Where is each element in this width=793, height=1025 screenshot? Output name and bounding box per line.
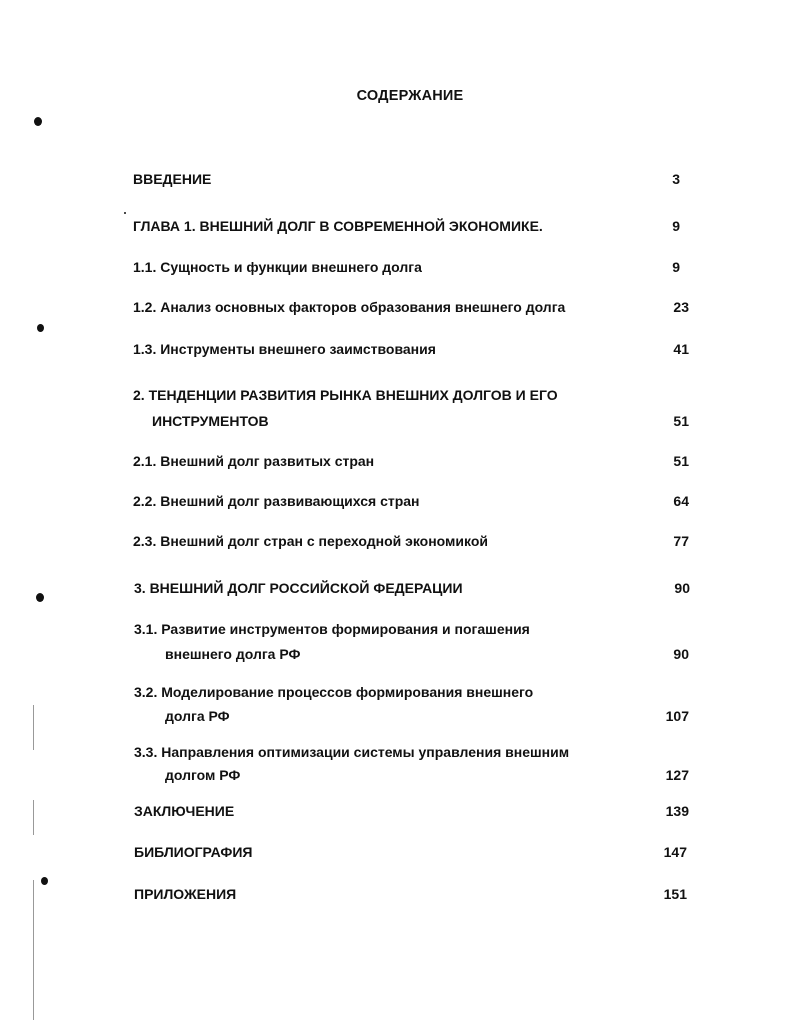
scan-line	[33, 800, 34, 835]
toc-entry-text: 1.3. Инструменты внешнего заимствования	[133, 341, 436, 357]
toc-entry-page: 41	[673, 341, 689, 357]
toc-entry-page: 51	[673, 413, 689, 429]
scan-mark	[41, 877, 48, 885]
toc-entry-page: 9	[672, 259, 680, 275]
toc-entry-page: 3	[672, 171, 680, 187]
toc-entry-text: 2.3. Внешний долг стран с переходной экономикой	[133, 533, 488, 549]
toc-entry-page: 90	[673, 646, 689, 662]
toc-entry-text: ГЛАВА 1. ВНЕШНИЙ ДОЛГ В СОВРЕМЕННОЙ ЭКОНОМИКЕ.	[133, 218, 543, 234]
toc-entry-text: ПРИЛОЖЕНИЯ	[134, 886, 237, 902]
toc-entry-page: 77	[673, 533, 689, 549]
page-title: СОДЕРЖАНИЕ	[356, 88, 464, 104]
toc-entry-text: ВВЕДЕНИЕ	[133, 171, 212, 187]
toc-entry-text: 1.1. Сущность и функции внешнего долга	[133, 259, 422, 275]
toc-entry-text: 3.1. Развитие инструментов формирования и погашения	[134, 621, 530, 637]
scan-mark	[34, 117, 42, 126]
toc-entry-page: 51	[673, 453, 689, 469]
toc-entry-text: ЗАКЛЮЧЕНИЕ	[134, 803, 235, 819]
toc-entry-page: 151	[663, 886, 687, 902]
toc-entry-text: 2.2. Внешний долг развивающихся стран	[133, 493, 420, 509]
toc-entry-page: 90	[674, 580, 690, 596]
toc-entry-text: БИБЛИОГРАФИЯ	[134, 844, 253, 860]
toc-entry-text: 3. ВНЕШНИЙ ДОЛГ РОССИЙСКОЙ ФЕДЕРАЦИИ	[134, 580, 463, 596]
scan-line	[33, 705, 34, 750]
toc-entry-page: 147	[663, 844, 687, 860]
toc-entry-text: 2. ТЕНДЕНЦИИ РАЗВИТИЯ РЫНКА ВНЕШНИХ ДОЛГОВ И ЕГО	[133, 387, 558, 403]
toc-entry-page: 23	[673, 299, 689, 315]
toc-entry-text-continued: внешнего долга РФ	[165, 646, 301, 662]
toc-entry-text-continued: долгом РФ	[165, 767, 241, 783]
toc-entry-page: 64	[673, 493, 689, 509]
scan-mark	[36, 593, 44, 602]
scan-line	[33, 880, 34, 1020]
toc-entry-page: 139	[665, 803, 689, 819]
toc-entry-page: 107	[665, 708, 689, 724]
toc-entry-page: 127	[665, 767, 689, 783]
toc-entry-text-continued: ИНСТРУМЕНТОВ	[152, 413, 269, 429]
toc-entry-text: 3.3. Направления оптимизации системы управления внешним	[134, 744, 570, 760]
scan-mark	[37, 324, 44, 332]
scan-mark	[124, 212, 126, 214]
toc-entry-text: 2.1. Внешний долг развитых стран	[133, 453, 375, 469]
toc-entry-text: 3.2. Моделирование процессов формирования внешнего	[134, 684, 534, 700]
toc-entry-page: 9	[672, 218, 680, 234]
toc-entry-text-continued: долга РФ	[165, 708, 230, 724]
toc-entry-text: 1.2. Анализ основных факторов образования внешнего долга	[133, 299, 566, 315]
